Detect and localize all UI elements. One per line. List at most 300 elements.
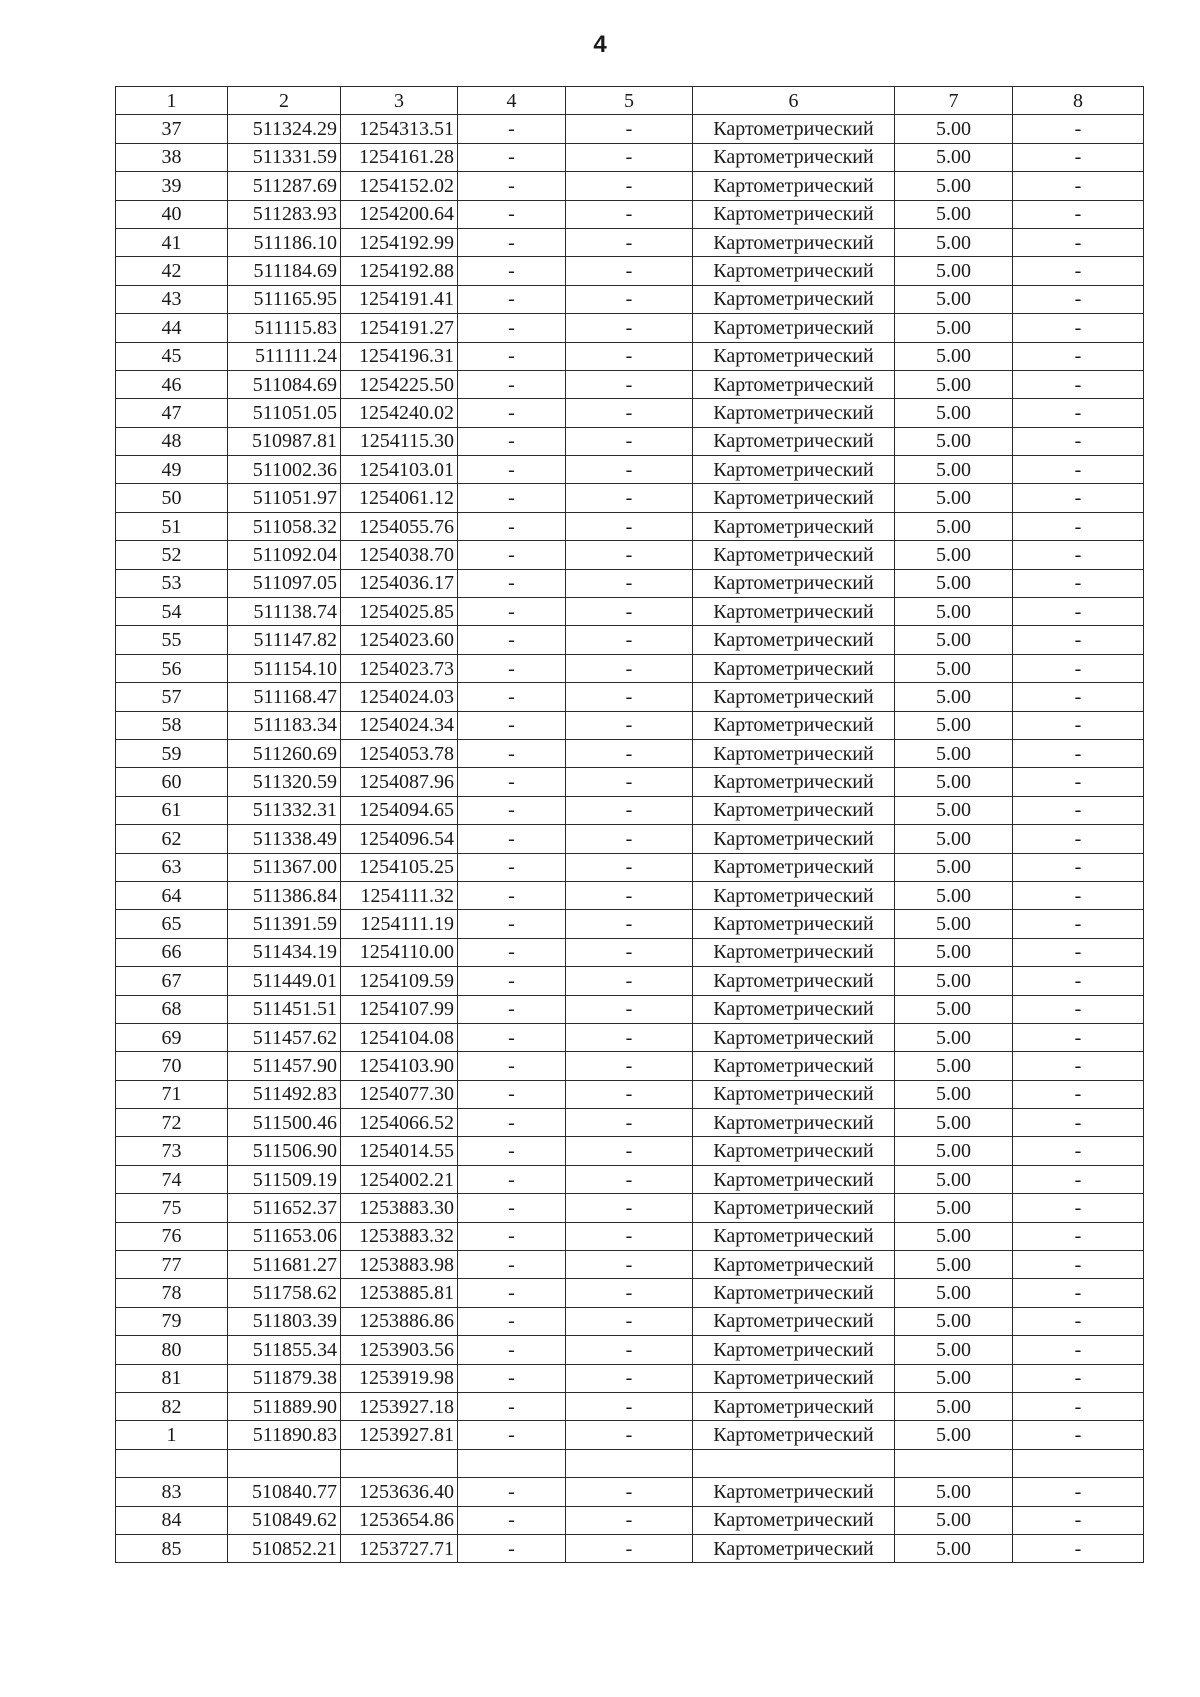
column-8-cell: - bbox=[1013, 399, 1144, 427]
table-row bbox=[116, 1137, 1144, 1165]
table-row bbox=[116, 626, 1144, 654]
precision-cell bbox=[895, 1449, 1013, 1477]
method-cell: Картометрический bbox=[693, 342, 895, 370]
method-cell: Картометрический bbox=[693, 115, 895, 143]
precision-cell: 5.00 bbox=[895, 683, 1013, 711]
x-coordinate-cell: 511051.97 bbox=[228, 484, 341, 512]
y-coordinate-cell: 1254002.21 bbox=[341, 1165, 458, 1193]
x-coordinate-cell: 510840.77 bbox=[228, 1478, 341, 1506]
method-cell: Картометрический bbox=[693, 598, 895, 626]
method-cell: Картометрический bbox=[693, 1478, 895, 1506]
table-row bbox=[116, 456, 1144, 484]
point-number-cell: 46 bbox=[116, 370, 228, 398]
column-8-cell: - bbox=[1013, 739, 1144, 767]
method-cell: Картометрический bbox=[693, 314, 895, 342]
x-coordinate-cell: 511509.19 bbox=[228, 1165, 341, 1193]
y-coordinate-cell: 1254096.54 bbox=[341, 825, 458, 853]
column-5-cell: - bbox=[566, 484, 693, 512]
x-coordinate-cell: 511803.39 bbox=[228, 1307, 341, 1335]
precision-cell: 5.00 bbox=[895, 1506, 1013, 1534]
point-number-cell: 38 bbox=[116, 143, 228, 171]
column-5-cell: - bbox=[566, 967, 693, 995]
column-4-cell: - bbox=[458, 1165, 566, 1193]
y-coordinate-cell: 1254024.03 bbox=[341, 683, 458, 711]
method-cell: Картометрический bbox=[693, 143, 895, 171]
x-coordinate-cell: 511324.29 bbox=[228, 115, 341, 143]
point-number-cell: 84 bbox=[116, 1506, 228, 1534]
x-coordinate-cell: 511332.31 bbox=[228, 796, 341, 824]
column-5-cell: - bbox=[566, 1392, 693, 1420]
x-coordinate-cell: 511451.51 bbox=[228, 995, 341, 1023]
column-8-cell: - bbox=[1013, 427, 1144, 455]
method-cell: Картометрический bbox=[693, 1194, 895, 1222]
x-coordinate-cell: 511002.36 bbox=[228, 456, 341, 484]
column-8-cell: - bbox=[1013, 1052, 1144, 1080]
precision-cell: 5.00 bbox=[895, 1392, 1013, 1420]
y-coordinate-cell: 1254023.73 bbox=[341, 654, 458, 682]
table-row bbox=[116, 1080, 1144, 1108]
y-coordinate-cell: 1253654.86 bbox=[341, 1506, 458, 1534]
precision-cell: 5.00 bbox=[895, 285, 1013, 313]
column-4-cell: - bbox=[458, 228, 566, 256]
table-row bbox=[116, 1165, 1144, 1193]
precision-cell: 5.00 bbox=[895, 484, 1013, 512]
column-8-cell: - bbox=[1013, 1392, 1144, 1420]
y-coordinate-cell: 1254053.78 bbox=[341, 739, 458, 767]
x-coordinate-cell: 511492.83 bbox=[228, 1080, 341, 1108]
x-coordinate-cell: 511147.82 bbox=[228, 626, 341, 654]
method-cell: Картометрический bbox=[693, 967, 895, 995]
column-4-cell: - bbox=[458, 825, 566, 853]
precision-cell: 5.00 bbox=[895, 910, 1013, 938]
y-coordinate-cell: 1254240.02 bbox=[341, 399, 458, 427]
column-header: 6 bbox=[693, 87, 895, 115]
x-coordinate-cell: 511092.04 bbox=[228, 541, 341, 569]
column-5-cell: - bbox=[566, 654, 693, 682]
table-row bbox=[116, 1023, 1144, 1051]
method-cell: Картометрический bbox=[693, 910, 895, 938]
method-cell: Картометрический bbox=[693, 512, 895, 540]
column-5-cell: - bbox=[566, 938, 693, 966]
table-row bbox=[116, 1251, 1144, 1279]
point-number-cell: 52 bbox=[116, 541, 228, 569]
x-coordinate-cell: 511457.62 bbox=[228, 1023, 341, 1051]
column-header: 2 bbox=[228, 87, 341, 115]
method-cell: Картометрический bbox=[693, 1165, 895, 1193]
column-4-cell bbox=[458, 1449, 566, 1477]
x-coordinate-cell: 510852.21 bbox=[228, 1534, 341, 1562]
point-number-cell: 75 bbox=[116, 1194, 228, 1222]
point-number-cell: 45 bbox=[116, 342, 228, 370]
column-4-cell: - bbox=[458, 1109, 566, 1137]
method-cell: Картометрический bbox=[693, 1109, 895, 1137]
precision-cell: 5.00 bbox=[895, 626, 1013, 654]
x-coordinate-cell: 511260.69 bbox=[228, 739, 341, 767]
y-coordinate-cell: 1254025.85 bbox=[341, 598, 458, 626]
column-8-cell: - bbox=[1013, 654, 1144, 682]
column-5-cell: - bbox=[566, 598, 693, 626]
table-row bbox=[116, 1364, 1144, 1392]
column-4-cell: - bbox=[458, 1052, 566, 1080]
column-5-cell: - bbox=[566, 683, 693, 711]
column-8-cell: - bbox=[1013, 200, 1144, 228]
column-8-cell: - bbox=[1013, 285, 1144, 313]
column-4-cell: - bbox=[458, 569, 566, 597]
point-number-cell: 63 bbox=[116, 853, 228, 881]
column-5-cell: - bbox=[566, 370, 693, 398]
precision-cell: 5.00 bbox=[895, 1165, 1013, 1193]
column-8-cell: - bbox=[1013, 1307, 1144, 1335]
point-number-cell: 54 bbox=[116, 598, 228, 626]
precision-cell: 5.00 bbox=[895, 1222, 1013, 1250]
table-row bbox=[116, 370, 1144, 398]
y-coordinate-cell: 1253885.81 bbox=[341, 1279, 458, 1307]
column-4-cell: - bbox=[458, 314, 566, 342]
column-8-cell: - bbox=[1013, 881, 1144, 909]
column-4-cell: - bbox=[458, 995, 566, 1023]
column-header: 1 bbox=[116, 87, 228, 115]
point-number-cell: 40 bbox=[116, 200, 228, 228]
precision-cell: 5.00 bbox=[895, 853, 1013, 881]
column-5-cell: - bbox=[566, 825, 693, 853]
x-coordinate-cell: 511652.37 bbox=[228, 1194, 341, 1222]
y-coordinate-cell: 1254110.00 bbox=[341, 938, 458, 966]
method-cell: Картометрический bbox=[693, 1307, 895, 1335]
column-5-cell: - bbox=[566, 456, 693, 484]
y-coordinate-cell: 1254111.32 bbox=[341, 881, 458, 909]
y-coordinate-cell: 1254313.51 bbox=[341, 115, 458, 143]
point-number-cell: 39 bbox=[116, 172, 228, 200]
precision-cell: 5.00 bbox=[895, 739, 1013, 767]
y-coordinate-cell: 1253883.32 bbox=[341, 1222, 458, 1250]
table-row bbox=[116, 314, 1144, 342]
table-header-row bbox=[116, 87, 1144, 115]
y-coordinate-cell: 1254103.01 bbox=[341, 456, 458, 484]
column-5-cell: - bbox=[566, 1251, 693, 1279]
method-cell: Картометрический bbox=[693, 1421, 895, 1449]
method-cell: Картометрический bbox=[693, 1392, 895, 1420]
precision-cell: 5.00 bbox=[895, 1478, 1013, 1506]
column-4-cell: - bbox=[458, 1137, 566, 1165]
column-8-cell: - bbox=[1013, 1251, 1144, 1279]
column-4-cell: - bbox=[458, 456, 566, 484]
column-8-cell: - bbox=[1013, 342, 1144, 370]
x-coordinate-cell: 511186.10 bbox=[228, 228, 341, 256]
precision-cell: 5.00 bbox=[895, 1336, 1013, 1364]
column-5-cell: - bbox=[566, 228, 693, 256]
column-8-cell: - bbox=[1013, 1534, 1144, 1562]
y-coordinate-cell: 1253903.56 bbox=[341, 1336, 458, 1364]
column-5-cell: - bbox=[566, 569, 693, 597]
point-number-cell: 82 bbox=[116, 1392, 228, 1420]
y-coordinate-cell: 1254109.59 bbox=[341, 967, 458, 995]
column-4-cell: - bbox=[458, 1279, 566, 1307]
column-4-cell: - bbox=[458, 1307, 566, 1335]
table-row bbox=[116, 853, 1144, 881]
table-row bbox=[116, 541, 1144, 569]
column-4-cell: - bbox=[458, 1364, 566, 1392]
x-coordinate-cell: 511331.59 bbox=[228, 143, 341, 171]
page-number: 4 bbox=[593, 31, 607, 58]
method-cell: Картометрический bbox=[693, 796, 895, 824]
table-row bbox=[116, 399, 1144, 427]
column-8-cell: - bbox=[1013, 1222, 1144, 1250]
table-row bbox=[116, 881, 1144, 909]
column-8-cell: - bbox=[1013, 910, 1144, 938]
column-5-cell: - bbox=[566, 1336, 693, 1364]
y-coordinate-cell: 1253727.71 bbox=[341, 1534, 458, 1562]
point-number-cell: 76 bbox=[116, 1222, 228, 1250]
method-cell: Картометрический bbox=[693, 370, 895, 398]
column-8-cell: - bbox=[1013, 115, 1144, 143]
precision-cell: 5.00 bbox=[895, 1279, 1013, 1307]
column-5-cell: - bbox=[566, 285, 693, 313]
table-row bbox=[116, 654, 1144, 682]
y-coordinate-cell: 1254077.30 bbox=[341, 1080, 458, 1108]
method-cell: Картометрический bbox=[693, 228, 895, 256]
point-number-cell: 77 bbox=[116, 1251, 228, 1279]
table-body bbox=[116, 115, 1144, 1563]
y-coordinate-cell: 1253919.98 bbox=[341, 1364, 458, 1392]
table-row bbox=[116, 796, 1144, 824]
column-4-cell: - bbox=[458, 257, 566, 285]
x-coordinate-cell: 511184.69 bbox=[228, 257, 341, 285]
column-8-cell: - bbox=[1013, 1194, 1144, 1222]
column-5-cell: - bbox=[566, 768, 693, 796]
column-4-cell: - bbox=[458, 1421, 566, 1449]
column-5-cell: - bbox=[566, 1506, 693, 1534]
column-5-cell: - bbox=[566, 399, 693, 427]
column-8-cell: - bbox=[1013, 683, 1144, 711]
column-4-cell: - bbox=[458, 853, 566, 881]
method-cell: Картометрический bbox=[693, 399, 895, 427]
method-cell: Картометрический bbox=[693, 1251, 895, 1279]
y-coordinate-cell: 1254104.08 bbox=[341, 1023, 458, 1051]
y-coordinate-cell: 1253883.98 bbox=[341, 1251, 458, 1279]
column-4-cell: - bbox=[458, 1222, 566, 1250]
precision-cell: 5.00 bbox=[895, 228, 1013, 256]
point-number-cell: 67 bbox=[116, 967, 228, 995]
method-cell: Картометрический bbox=[693, 654, 895, 682]
precision-cell: 5.00 bbox=[895, 512, 1013, 540]
precision-cell: 5.00 bbox=[895, 711, 1013, 739]
method-cell: Картометрический bbox=[693, 172, 895, 200]
column-4-cell: - bbox=[458, 910, 566, 938]
column-4-cell: - bbox=[458, 1251, 566, 1279]
precision-cell: 5.00 bbox=[895, 825, 1013, 853]
column-4-cell: - bbox=[458, 967, 566, 995]
method-cell: Картометрический bbox=[693, 1534, 895, 1562]
table-row bbox=[116, 427, 1144, 455]
table-row bbox=[116, 1307, 1144, 1335]
column-8-cell: - bbox=[1013, 938, 1144, 966]
table-row bbox=[116, 228, 1144, 256]
table-row bbox=[116, 1109, 1144, 1137]
table-row bbox=[116, 1449, 1144, 1477]
x-coordinate-cell: 511168.47 bbox=[228, 683, 341, 711]
precision-cell: 5.00 bbox=[895, 257, 1013, 285]
y-coordinate-cell: 1254191.41 bbox=[341, 285, 458, 313]
column-4-cell: - bbox=[458, 1336, 566, 1364]
column-8-cell: - bbox=[1013, 768, 1144, 796]
point-number-cell: 53 bbox=[116, 569, 228, 597]
method-cell: Картометрический bbox=[693, 626, 895, 654]
x-coordinate-cell: 511058.32 bbox=[228, 512, 341, 540]
column-5-cell: - bbox=[566, 626, 693, 654]
column-8-cell: - bbox=[1013, 1279, 1144, 1307]
point-number-cell: 49 bbox=[116, 456, 228, 484]
column-5-cell: - bbox=[566, 314, 693, 342]
precision-cell: 5.00 bbox=[895, 881, 1013, 909]
table-row bbox=[116, 1222, 1144, 1250]
x-coordinate-cell: 511154.10 bbox=[228, 654, 341, 682]
y-coordinate-cell: 1254152.02 bbox=[341, 172, 458, 200]
column-4-cell: - bbox=[458, 285, 566, 313]
y-coordinate-cell: 1253927.18 bbox=[341, 1392, 458, 1420]
column-4-cell: - bbox=[458, 1392, 566, 1420]
column-5-cell: - bbox=[566, 1137, 693, 1165]
precision-cell: 5.00 bbox=[895, 1421, 1013, 1449]
method-cell: Картометрический bbox=[693, 853, 895, 881]
precision-cell: 5.00 bbox=[895, 342, 1013, 370]
table-row bbox=[116, 1194, 1144, 1222]
column-5-cell: - bbox=[566, 342, 693, 370]
y-coordinate-cell: 1254107.99 bbox=[341, 995, 458, 1023]
y-coordinate-cell: 1254115.30 bbox=[341, 427, 458, 455]
column-5-cell: - bbox=[566, 143, 693, 171]
x-coordinate-cell: 511097.05 bbox=[228, 569, 341, 597]
column-5-cell: - bbox=[566, 427, 693, 455]
column-5-cell: - bbox=[566, 1194, 693, 1222]
column-8-cell: - bbox=[1013, 512, 1144, 540]
table-row bbox=[116, 683, 1144, 711]
column-5-cell: - bbox=[566, 1222, 693, 1250]
precision-cell: 5.00 bbox=[895, 967, 1013, 995]
column-4-cell: - bbox=[458, 1534, 566, 1562]
precision-cell: 5.00 bbox=[895, 1534, 1013, 1562]
column-8-cell: - bbox=[1013, 626, 1144, 654]
y-coordinate-cell: 1254191.27 bbox=[341, 314, 458, 342]
x-coordinate-cell: 511283.93 bbox=[228, 200, 341, 228]
column-4-cell: - bbox=[458, 1506, 566, 1534]
precision-cell: 5.00 bbox=[895, 1052, 1013, 1080]
coordinates-table bbox=[115, 86, 1144, 1563]
column-header: 7 bbox=[895, 87, 1013, 115]
table-row bbox=[116, 257, 1144, 285]
column-8-cell: - bbox=[1013, 1080, 1144, 1108]
point-number-cell: 69 bbox=[116, 1023, 228, 1051]
y-coordinate-cell: 1254036.17 bbox=[341, 569, 458, 597]
method-cell: Картометрический bbox=[693, 1279, 895, 1307]
column-5-cell: - bbox=[566, 1279, 693, 1307]
precision-cell: 5.00 bbox=[895, 1080, 1013, 1108]
column-4-cell: - bbox=[458, 768, 566, 796]
y-coordinate-cell: 1254038.70 bbox=[341, 541, 458, 569]
x-coordinate-cell: 511111.24 bbox=[228, 342, 341, 370]
method-cell: Картометрический bbox=[693, 995, 895, 1023]
method-cell: Картометрический bbox=[693, 1023, 895, 1051]
column-header: 5 bbox=[566, 87, 693, 115]
method-cell: Картометрический bbox=[693, 200, 895, 228]
column-8-cell: - bbox=[1013, 796, 1144, 824]
method-cell: Картометрический bbox=[693, 881, 895, 909]
x-coordinate-cell: 511434.19 bbox=[228, 938, 341, 966]
column-4-cell: - bbox=[458, 370, 566, 398]
column-5-cell: - bbox=[566, 541, 693, 569]
precision-cell: 5.00 bbox=[895, 1251, 1013, 1279]
y-coordinate-cell: 1254061.12 bbox=[341, 484, 458, 512]
x-coordinate-cell: 511855.34 bbox=[228, 1336, 341, 1364]
point-number-cell: 83 bbox=[116, 1478, 228, 1506]
column-4-cell: - bbox=[458, 1023, 566, 1051]
point-number-cell: 57 bbox=[116, 683, 228, 711]
column-5-cell: - bbox=[566, 796, 693, 824]
column-5-cell: - bbox=[566, 172, 693, 200]
column-4-cell: - bbox=[458, 427, 566, 455]
column-4-cell: - bbox=[458, 115, 566, 143]
y-coordinate-cell: 1254024.34 bbox=[341, 711, 458, 739]
column-4-cell: - bbox=[458, 512, 566, 540]
x-coordinate-cell: 511386.84 bbox=[228, 881, 341, 909]
column-8-cell: - bbox=[1013, 1336, 1144, 1364]
point-number-cell: 85 bbox=[116, 1534, 228, 1562]
precision-cell: 5.00 bbox=[895, 598, 1013, 626]
x-coordinate-cell: 510849.62 bbox=[228, 1506, 341, 1534]
column-8-cell: - bbox=[1013, 995, 1144, 1023]
x-coordinate-cell: 511506.90 bbox=[228, 1137, 341, 1165]
method-cell: Картометрический bbox=[693, 1052, 895, 1080]
table-row bbox=[116, 739, 1144, 767]
y-coordinate-cell: 1253927.81 bbox=[341, 1421, 458, 1449]
column-5-cell: - bbox=[566, 853, 693, 881]
column-8-cell: - bbox=[1013, 257, 1144, 285]
point-number-cell: 55 bbox=[116, 626, 228, 654]
column-5-cell: - bbox=[566, 115, 693, 143]
x-coordinate-cell: 511084.69 bbox=[228, 370, 341, 398]
column-8-cell: - bbox=[1013, 825, 1144, 853]
method-cell: Картометрический bbox=[693, 739, 895, 767]
x-coordinate-cell: 511138.74 bbox=[228, 598, 341, 626]
y-coordinate-cell: 1254094.65 bbox=[341, 796, 458, 824]
table-row bbox=[116, 1279, 1144, 1307]
table-row bbox=[116, 1392, 1144, 1420]
precision-cell: 5.00 bbox=[895, 456, 1013, 484]
method-cell: Картометрический bbox=[693, 1080, 895, 1108]
table-row bbox=[116, 711, 1144, 739]
column-5-cell: - bbox=[566, 1364, 693, 1392]
column-4-cell: - bbox=[458, 1194, 566, 1222]
x-coordinate-cell: 511653.06 bbox=[228, 1222, 341, 1250]
precision-cell: 5.00 bbox=[895, 1109, 1013, 1137]
point-number-cell: 73 bbox=[116, 1137, 228, 1165]
table-row bbox=[116, 1336, 1144, 1364]
column-8-cell: - bbox=[1013, 456, 1144, 484]
y-coordinate-cell: 1254055.76 bbox=[341, 512, 458, 540]
x-coordinate-cell: 511051.05 bbox=[228, 399, 341, 427]
precision-cell: 5.00 bbox=[895, 796, 1013, 824]
table-row bbox=[116, 938, 1144, 966]
column-4-cell: - bbox=[458, 938, 566, 966]
column-8-cell: - bbox=[1013, 172, 1144, 200]
column-8-cell: - bbox=[1013, 1109, 1144, 1137]
point-number-cell: 71 bbox=[116, 1080, 228, 1108]
column-8-cell: - bbox=[1013, 853, 1144, 881]
point-number-cell: 72 bbox=[116, 1109, 228, 1137]
column-4-cell: - bbox=[458, 1478, 566, 1506]
method-cell: Картометрический bbox=[693, 1364, 895, 1392]
precision-cell: 5.00 bbox=[895, 938, 1013, 966]
x-coordinate-cell: 511287.69 bbox=[228, 172, 341, 200]
